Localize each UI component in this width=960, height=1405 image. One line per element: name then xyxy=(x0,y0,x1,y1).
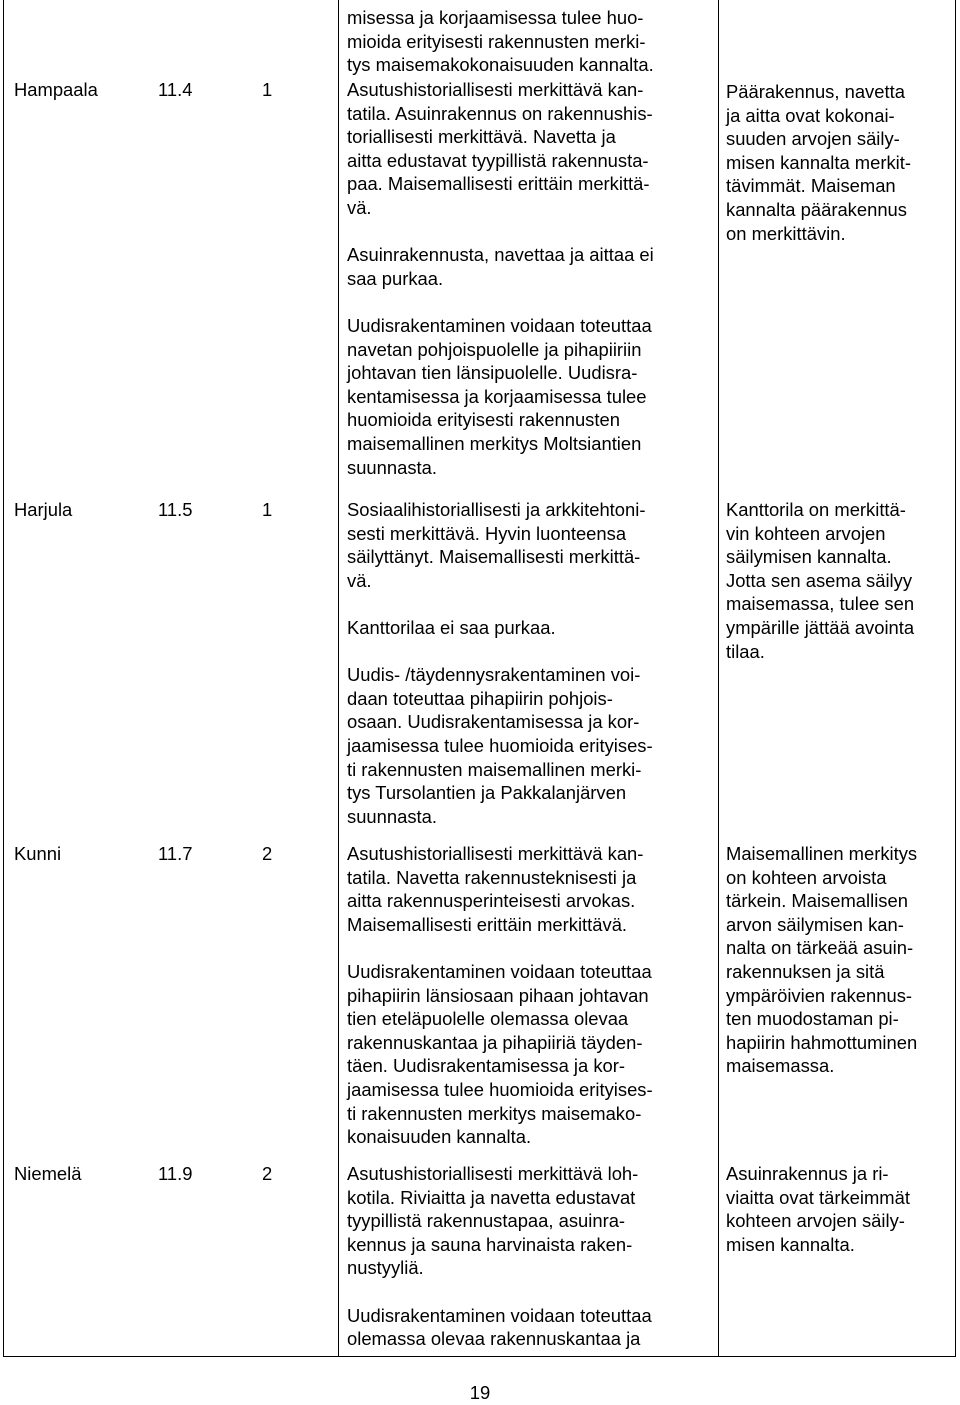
row-place-name: Kunni xyxy=(14,843,62,864)
row-site-number: 11.4 xyxy=(158,79,193,100)
row-place-name: Niemelä xyxy=(14,1163,82,1184)
row-description: misessa ja korjaamisessa tulee huo- mioida erityisesti rakennusten merki- tys maisemakokonaisuuden kannalta. xyxy=(347,7,654,76)
table-border-left xyxy=(3,0,4,1357)
row-description: Asutushistoriallisesti merkittävä loh- kotila. Riviaitta ja navetta edustavat tyypillistä rakennustapaa, asuinra- kennus ja sauna harvinaista raken- nustyyliä. Uudisrakentaminen voidaan toteuttaa olemassa olevaa rakennuskantaa ja xyxy=(347,1163,652,1350)
page-number: 19 xyxy=(469,1382,491,1403)
row-notes: Maisemallinen merkitys on kohteen arvoista tärkein. Maisemallisen arvon säilymisen kan- nalta on tärkeää asuin- rakennuksen ja sitä ympäröivien rakennus- ten muodostaman pi- hapiirin hahmottuminen maisemassa. xyxy=(726,843,918,1077)
column-divider xyxy=(718,0,719,1357)
row-notes: Päärakennus, navetta ja aitta ovat kokonai- suuden arvojen säily- misen kannalta merkit- tävimmät. Maiseman kannalta päärakennus on merkittävin. xyxy=(726,81,911,244)
row-description: Sosiaalihistoriallisesti ja arkkitehtoni- sesti merkittävä. Hyvin luonteensa säilyttänyt. Maisemallisesti merkittä- vä. Kanttorilaa ei saa purkaa. Uudis- /täydennysrakentaminen voi- daan toteuttaa pihapiirin pohjois- osaan. Uudisrakentamisessa ja kor- jaamisessa tulee huomioida erityises- ti rakennusten maisemallinen merki- tys Tursolantien ja Pakkalanjärven suunnasta. xyxy=(347,499,653,827)
row-description: Asutushistoriallisesti merkittävä kan- tatila. Asuinrakennus on rakennushis- toriallisesti merkittävä. Navetta ja aitta edustavat tyypillistä rakennusta- paa. Maisemallisesti erittäin merkittä- vä. Asuinrakennusta, navettaa ja aittaa ei saa purkaa. Uudisrakentaminen voidaan toteuttaa navetan pohjoispuolelle ja pihapiiriin johtavan tien länsipuolelle. Uudisra- kentamisessa ja korjaamisessa tulee huomioida erityisesti rakennusten maisemallinen merkitys Moltsiantien suunnasta. xyxy=(347,79,654,478)
row-value-class: 2 xyxy=(262,843,273,864)
column-divider xyxy=(338,0,339,1357)
row-value-class: 1 xyxy=(262,499,273,520)
row-place-name: Harjula xyxy=(14,499,73,520)
row-site-number: 11.9 xyxy=(158,1163,193,1184)
row-value-class: 2 xyxy=(262,1163,273,1184)
row-notes: Asuinrakennus ja ri- viaitta ovat tärkeimmät kohteen arvojen säily- misen kannalta. xyxy=(726,1163,910,1255)
row-place-name: Hampaala xyxy=(14,79,98,100)
row-site-number: 11.5 xyxy=(158,499,193,520)
table-border-right xyxy=(955,0,956,1357)
table-border-bottom xyxy=(3,1356,956,1357)
row-site-number: 11.7 xyxy=(158,843,193,864)
row-notes: Kanttorila on merkittä- vin kohteen arvojen säilymisen kannalta. Jotta sen asema säilyy maisemassa, tulee sen ympärille jättää avointa tilaa. xyxy=(726,499,915,662)
row-description: Asutushistoriallisesti merkittävä kan- tatila. Navetta rakennusteknisesti ja aitta rakennusperinteisesti arvokas. Maisemallisesti erittäin merkittävä. Uudisrakentaminen voidaan toteuttaa pihapiirin länsiosaan pihaan johtavan tien eteläpuolelle olemassa olevaa rakennuskantaa ja pihapiiriä täyden- täen. Uudisrakentamisessa ja kor- jaamisessa tulee huomioida erityises- ti rakennusten merkitys maisemako- konaisuuden kannalta. xyxy=(347,843,653,1148)
row-value-class: 1 xyxy=(262,79,273,100)
